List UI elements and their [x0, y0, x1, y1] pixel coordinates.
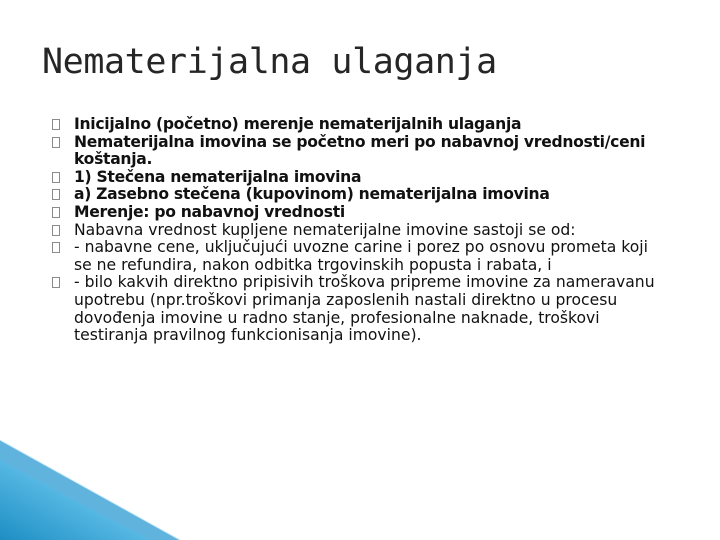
bullet-text: 1) Stečena nematerijalna imovina [74, 167, 362, 186]
bullet-item [52, 169, 664, 187]
bullet-item [52, 134, 664, 169]
bullet-text: a) Zasebno stečena (kupovinom) nematerijalna imovina [74, 185, 550, 204]
bullet-text: - nabavne cene, uključujući uvozne carine i porez po osnovu prometa koji se ne refundira, nakon odbitka trgovinskih popusta i rabata, i [74, 238, 648, 274]
bullet-item [52, 274, 664, 344]
slide-title: Nematerijalna ulaganja [42, 42, 497, 82]
bullet-item [52, 204, 664, 222]
bullet-box-icon [52, 225, 60, 236]
bullet-box-icon [52, 189, 60, 200]
corner-triangle-front [0, 460, 150, 540]
bullet-item [52, 222, 664, 240]
bullet-box-icon [52, 119, 60, 130]
bullet-box-icon [52, 242, 60, 253]
corner-decoration [0, 440, 180, 540]
bullet-box-icon [52, 137, 60, 148]
bullet-text: Nabavna vrednost kupljene nematerijalne imovine sastoji se od: [74, 220, 576, 239]
bullet-text: Nematerijalna imovina se početno meri po nabavnoj vrednosti/ceni koštanja. [74, 132, 646, 169]
bullet-box-icon [52, 277, 60, 288]
bullet-text: Inicijalno (početno) merenje nematerijalnih ulaganja [74, 115, 522, 133]
bullet-box-icon [52, 172, 60, 183]
bullet-item [52, 186, 664, 204]
bullet-text: Merenje: po nabavnoj vrednosti [74, 202, 345, 221]
bullet-item [52, 116, 664, 134]
bullet-box-icon [52, 207, 60, 218]
bullet-text: - bilo kakvih direktno pripisivih troškova pripreme imovine za nameravanu upotrebu (npr.troškovi primanja zaposlenih nastali direktno u procesu dovođenja imovine u radno stanje, profesionalne naknade, troškovi testiranja pravilnog funkcionisanja imovine). [74, 273, 655, 345]
bullet-list [52, 116, 664, 345]
bullet-item [52, 239, 664, 274]
